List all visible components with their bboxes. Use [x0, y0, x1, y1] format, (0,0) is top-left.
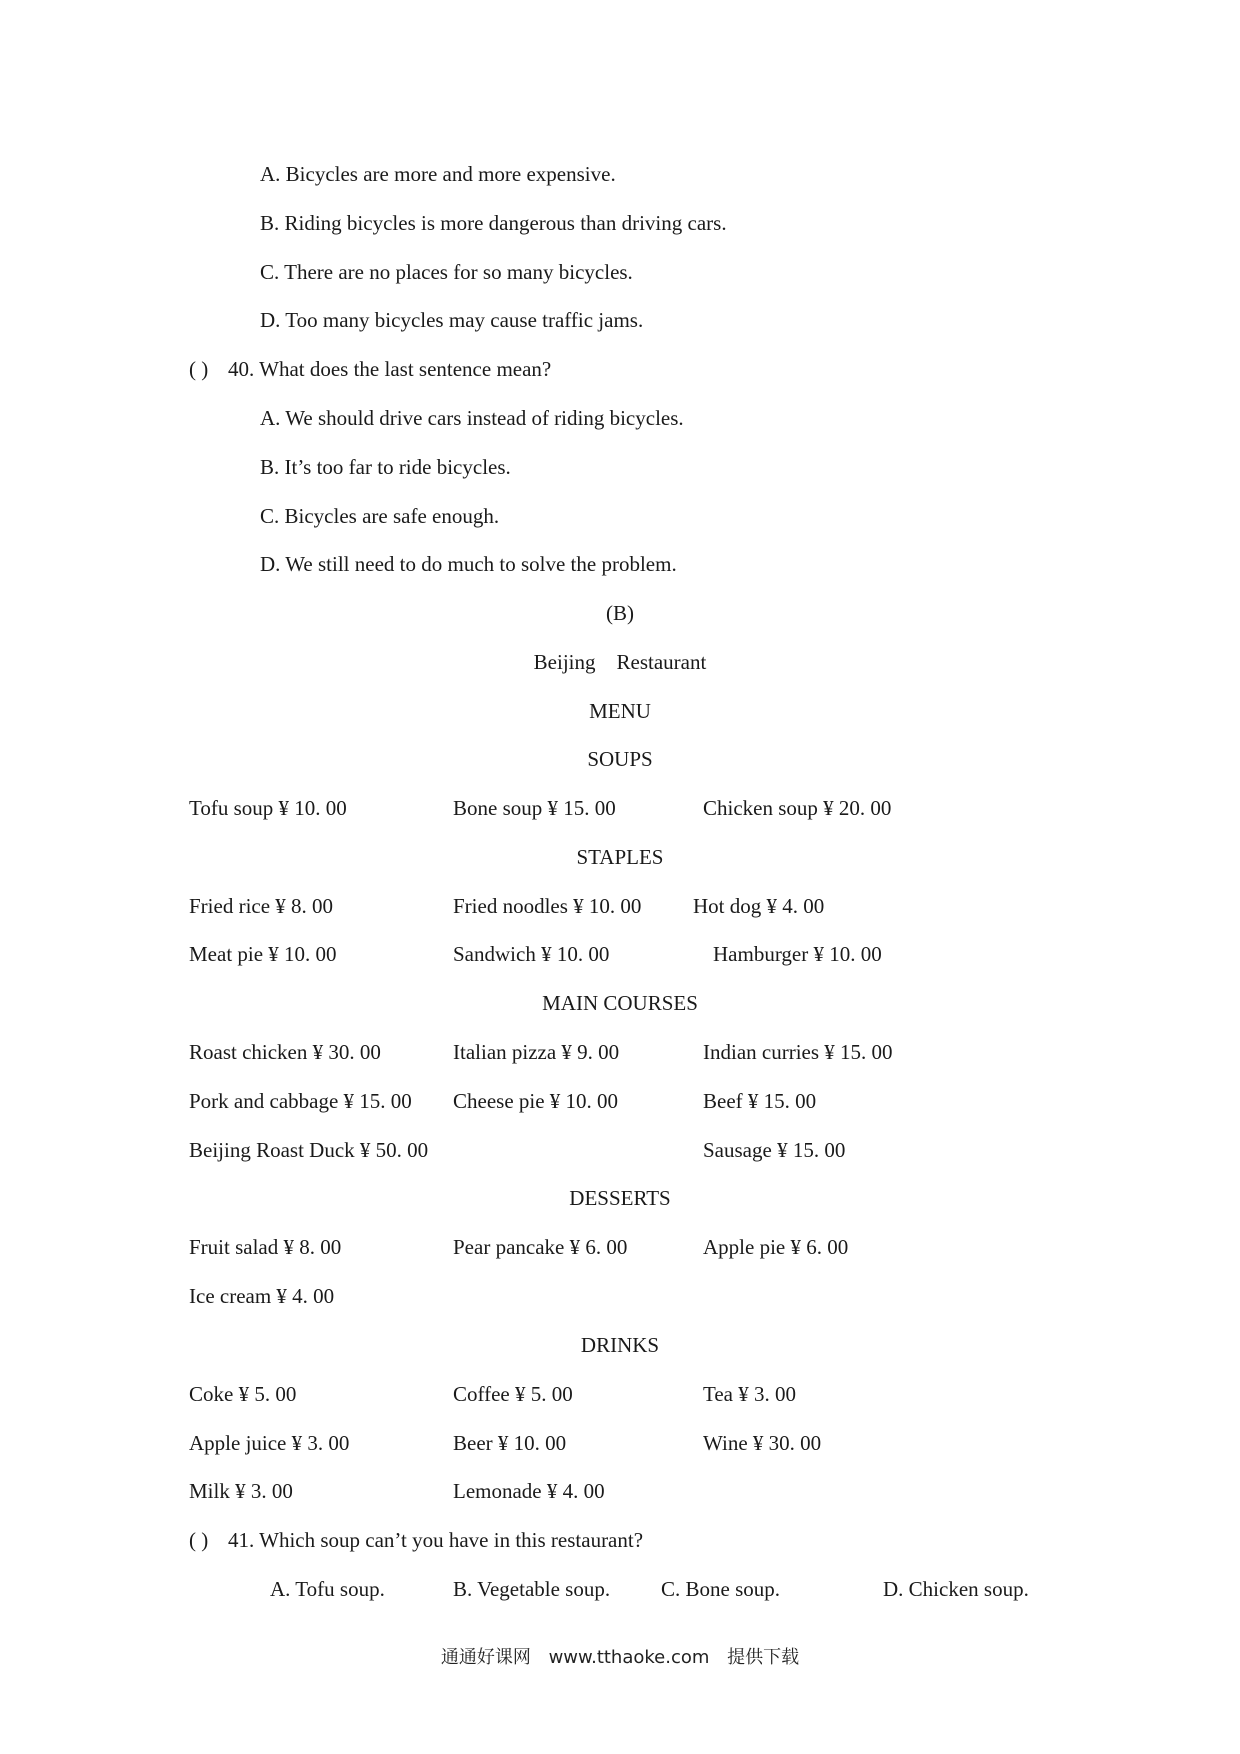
menu-item: Sausage ¥ 15. 00: [703, 1138, 846, 1162]
menu-item: Tofu soup ¥ 10. 00: [189, 796, 347, 820]
menu-item: Fried rice ¥ 8. 00: [189, 894, 334, 918]
menu-item: Bone soup ¥ 15. 00: [453, 796, 616, 820]
q41-answer-bracket: ( ): [189, 1528, 209, 1552]
menu-item: Pork and cabbage ¥ 15. 00: [189, 1089, 412, 1113]
menu-item: Sandwich ¥ 10. 00: [453, 942, 610, 966]
desserts-heading: DESSERTS: [569, 1186, 671, 1210]
q39-option-c: C. There are no places for so many bicycles.: [260, 260, 633, 284]
menu-item: Hot dog ¥ 4. 00: [693, 894, 825, 918]
footer-url[interactable]: www.tthaoke.com: [548, 1647, 710, 1668]
menu-item: Meat pie ¥ 10. 00: [189, 942, 337, 966]
q39-option-d: D. Too many bicycles may cause traffic jams.: [260, 308, 644, 332]
menu-item: Fruit salad ¥ 8. 00: [189, 1235, 342, 1259]
menu-item: Beer ¥ 10. 00: [453, 1431, 567, 1455]
menu-item: Ice cream ¥ 4. 00: [189, 1284, 335, 1308]
section-b-label: (B): [606, 601, 634, 625]
q40-option-a: A. We should drive cars instead of riding bicycles.: [260, 406, 684, 430]
menu-item: Coke ¥ 5. 00: [189, 1382, 297, 1406]
menu-item: Indian curries ¥ 15. 00: [703, 1040, 893, 1064]
menu-item: Wine ¥ 30. 00: [703, 1431, 822, 1455]
footer-site-name: 通通好课网: [440, 1647, 531, 1668]
restaurant-name: Beijing Restaurant: [533, 650, 707, 674]
q40-option-d: D. We still need to do much to solve the problem.: [260, 552, 677, 576]
q39-option-a: A. Bicycles are more and more expensive.: [260, 162, 616, 186]
footer-download-text: 提供下载: [727, 1647, 800, 1668]
menu-item: Milk ¥ 3. 00: [189, 1479, 293, 1503]
menu-item: Chicken soup ¥ 20. 00: [703, 796, 892, 820]
q41-option-b: B. Vegetable soup.: [453, 1577, 611, 1601]
menu-item: Lemonade ¥ 4. 00: [453, 1479, 605, 1503]
q41-option-a: A. Tofu soup.: [270, 1577, 385, 1601]
menu-item: Italian pizza ¥ 9. 00: [453, 1040, 620, 1064]
menu-item: Hamburger ¥ 10. 00: [713, 942, 882, 966]
q40-option-b: B. It’s too far to ride bicycles.: [260, 455, 511, 479]
q40-answer-bracket: ( ): [189, 357, 209, 381]
menu-item: Pear pancake ¥ 6. 00: [453, 1235, 628, 1259]
q41-option-c: C. Bone soup.: [661, 1577, 781, 1601]
menu-item: Apple juice ¥ 3. 00: [189, 1431, 350, 1455]
menu-item: Apple pie ¥ 6. 00: [703, 1235, 849, 1259]
menu-item: Cheese pie ¥ 10. 00: [453, 1089, 619, 1113]
q41-option-d: D. Chicken soup.: [883, 1577, 1029, 1601]
page-footer: [0, 1643, 1240, 1669]
q39-option-b: B. Riding bicycles is more dangerous than driving cars.: [260, 211, 727, 235]
menu-item: Tea ¥ 3. 00: [703, 1382, 797, 1406]
staples-heading: STAPLES: [576, 845, 664, 869]
main-courses-heading: MAIN COURSES: [542, 991, 698, 1015]
soups-heading: SOUPS: [587, 747, 653, 771]
menu-item: Fried noodles ¥ 10. 00: [453, 894, 642, 918]
menu-title: MENU: [589, 699, 651, 723]
menu-item: Beijing Roast Duck ¥ 50. 00: [189, 1138, 429, 1162]
menu-item: Coffee ¥ 5. 00: [453, 1382, 573, 1406]
menu-item: Roast chicken ¥ 30. 00: [189, 1040, 381, 1064]
q40-question: 40. What does the last sentence mean?: [228, 357, 552, 381]
drinks-heading: DRINKS: [580, 1333, 660, 1357]
menu-item: Beef ¥ 15. 00: [703, 1089, 817, 1113]
q40-option-c: C. Bicycles are safe enough.: [260, 504, 500, 528]
q41-question: 41. Which soup can’t you have in this restaurant?: [228, 1528, 644, 1552]
